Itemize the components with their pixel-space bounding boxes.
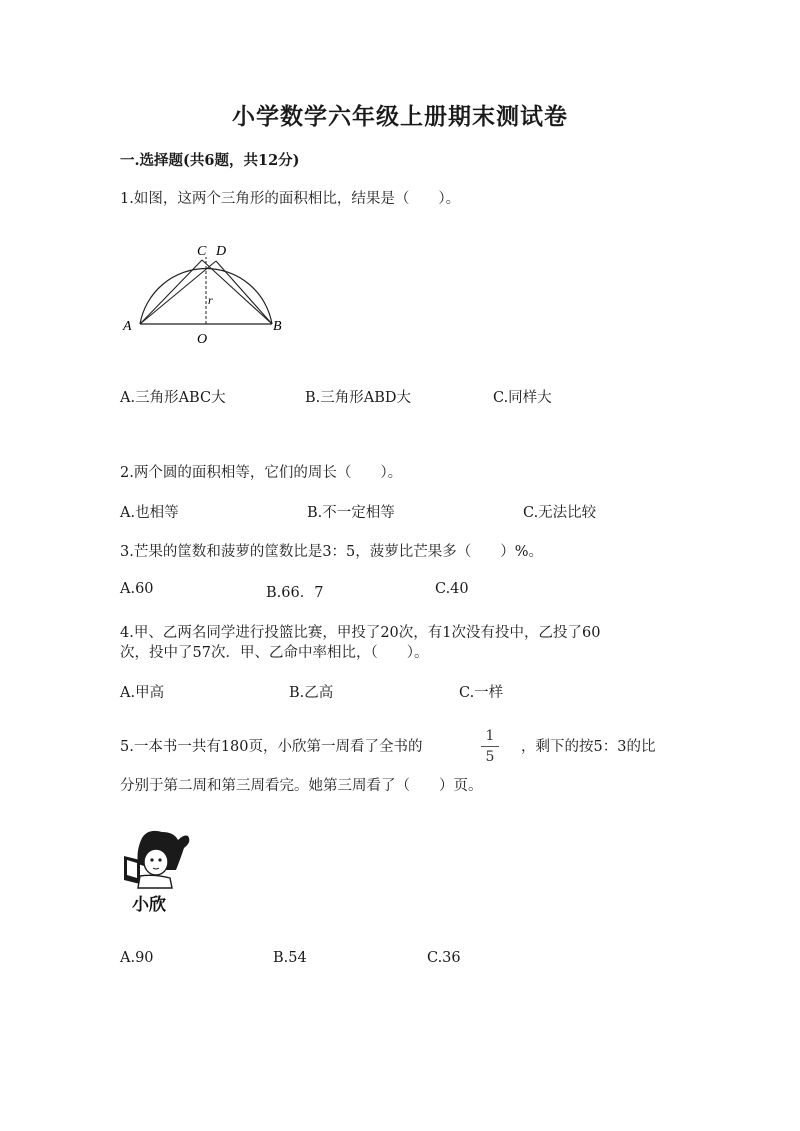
body-shape [138,875,172,888]
face-shape [144,849,168,875]
question-5-stem-part2: ，剩下的按5：3的比 [521,739,656,755]
q2-option-b: B.不一定相等 [307,505,395,521]
q3-option-a: A.60 [120,581,154,597]
question-4-stem-line1: 4.甲、乙两名同学进行投篮比赛，甲投了20次，有1次没有投中，乙投了60 [120,625,601,641]
label-b: B [273,319,282,334]
q1-option-a: A.三角形ABC大 [120,390,226,406]
q5-option-a: A.90 [120,950,154,966]
label-r: r [208,293,213,307]
semicircle-triangles-figure [118,240,293,350]
eye-right [158,858,161,861]
q5-option-c: C.36 [427,950,461,966]
q4-option-a: A.甲高 [120,685,165,701]
question-2-stem: 2.两个圆的面积相等，它们的周长（ ）。 [120,465,403,481]
book-page [127,860,137,878]
segment-db [216,261,272,324]
question-4-stem-line2: 次，投中了57次．甲、乙命中率相比，（ ）。 [120,645,429,661]
q3-option-c: C.40 [435,581,469,597]
q4-option-b: B.乙高 [289,685,334,701]
label-o: O [197,332,208,347]
fraction-numerator: 1 [485,728,495,744]
segment-cb [202,260,272,324]
figure-caption: 小欣 [132,895,166,915]
question-5-stem-line2: 分别于第二周和第三周看完。她第三周看了（ ）页。 [120,778,483,794]
q4-option-c: C.一样 [459,685,504,701]
fraction-bar [481,746,499,747]
girl-reading-illustration [118,826,198,916]
label-c: C [197,244,207,259]
segment-ad [140,261,216,324]
segment-ac [140,260,202,324]
eye-left [150,858,153,861]
q2-option-a: A.也相等 [120,505,179,521]
label-d: D [216,244,227,259]
q2-option-c: C.无法比较 [523,505,597,521]
question-3-stem: 3.芒果的筐数和菠萝的筐数比是3：5，菠萝比芒果多（ ）%。 [120,544,544,560]
question-5-stem-part1: 5.一本书一共有180页，小欣第一周看了全书的 [120,739,423,755]
section-heading: 一.选择题(共6题，共12分) [120,152,300,169]
q3-option-b: B.66．7 [266,585,324,601]
fraction-denominator: 5 [485,749,495,765]
q1-option-b: B.三角形ABD大 [305,390,412,406]
question-1-stem: 1.如图，这两个三角形的面积相比，结果是（ ）。 [120,191,461,207]
q1-option-c: C.同样大 [493,390,552,406]
fraction-one-fifth [478,728,502,765]
label-a: A [123,319,132,334]
q5-option-b: B.54 [273,950,307,966]
page-title: 小学数学六年级上册期末测试卷 [232,103,568,130]
